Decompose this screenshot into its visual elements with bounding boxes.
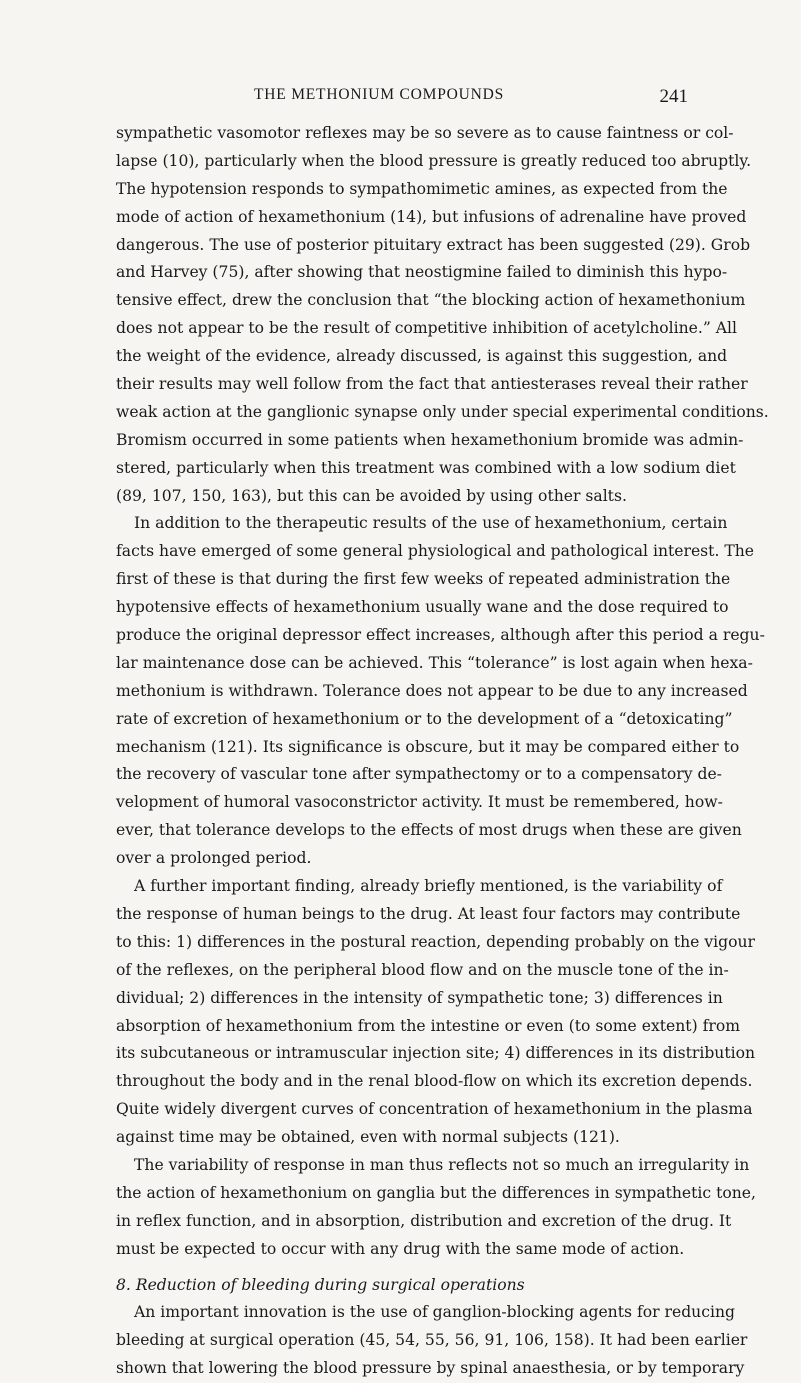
- text-line: sympathetic vasomotor reflexes may be so severe as to cause faintness or col-: [116, 124, 734, 142]
- running-title: THE METHONIUM COMPOUNDS: [254, 86, 505, 103]
- text-line: Bromism occurred in some patients when hexamethonium bromide was admin-: [116, 430, 744, 449]
- text-line: ever, that tolerance develops to the effects of most drugs when these are given: [116, 821, 742, 840]
- text-line: facts have emerged of some general physiological and pathological interest. The: [116, 542, 755, 561]
- text-line: first of these is that during the first few weeks of repeated administration the: [116, 570, 731, 589]
- text-line: rate of excretion of hexamethonium or to the development of a “detoxicating”: [116, 709, 733, 728]
- text-line: stered, particularly when this treatment was combined with a low sodium diet: [116, 458, 736, 477]
- page-number: 241: [659, 86, 688, 107]
- text-line: its subcutaneous or intramuscular injection site; 4) differences in its distribution: [116, 1044, 756, 1063]
- text-line: the weight of the evidence, already discussed, is against this suggestion, and: [116, 347, 728, 366]
- text-line: to this: 1) differences in the postural reaction, depending probably on the vigour: [116, 932, 755, 951]
- text-line: The hypotension responds to sympathomimetic amines, as expected from the: [116, 179, 728, 198]
- text-line: absorption of hexamethonium from the intestine or even (to some extent) from: [116, 1016, 741, 1035]
- text-line: against time may be obtained, even with normal subjects (121).: [116, 1128, 620, 1147]
- body-text: [116, 120, 769, 1383]
- text-line: velopment of humoral vasoconstrictor activity. It must be remembered, how-: [116, 793, 723, 812]
- text-line: hypotensive effects of hexamethonium usually wane and the dose required to: [116, 598, 729, 617]
- text-line: bleeding at surgical operation (45, 54, 55, 56, 91, 106, 158). It had been earlier: [116, 1331, 748, 1350]
- text-line: lapse (10), particularly when the blood pressure is greatly reduced too abruptly.: [116, 151, 752, 170]
- text-line: the recovery of vascular tone after sympathectomy or to a compensatory de-: [116, 765, 722, 784]
- text-line: over a prolonged period.: [116, 849, 312, 868]
- text-line: lar maintenance dose can be achieved. This “tolerance” is lost again when hexa-: [116, 653, 753, 672]
- text-line: (89, 107, 150, 163), but this can be avoided by using other salts.: [116, 486, 627, 505]
- text-line: weak action at the ganglionic synapse only under special experimental conditions.: [116, 402, 769, 421]
- text-line: their results may well follow from the fact that antiesterases reveal their rather: [116, 375, 748, 394]
- text-line: dividual; 2) differences in the intensity of sympathetic tone; 3) differences in: [116, 988, 723, 1007]
- text-line: throughout the body and in the renal blood-flow on which its excretion depends.: [116, 1072, 753, 1091]
- text-line: In addition to the therapeutic results of the use of hexamethonium, certain: [134, 514, 728, 533]
- text-line: Quite widely divergent curves of concentration of hexamethonium in the plasma: [116, 1100, 753, 1119]
- text-line: dangerous. The use of posterior pituitary extract has been suggested (29). Grob: [116, 235, 751, 254]
- text-line: A further important finding, already briefly mentioned, is the variability of: [134, 877, 723, 896]
- text-line: and Harvey (75), after showing that neostigmine failed to diminish this hypo-: [116, 263, 728, 282]
- text-line: does not appear to be the result of competitive inhibition of acetylcholine.” All: [116, 319, 738, 338]
- text-line: An important innovation is the use of ganglion-blocking agents for reducing: [134, 1303, 735, 1322]
- text-line: must be expected to occur with any drug with the same mode of action.: [116, 1239, 685, 1258]
- text-line: mechanism (121). Its significance is obscure, but it may be compared either to: [116, 737, 740, 756]
- text-line: shown that lowering the blood pressure by spinal anaesthesia, or by temporary: [116, 1359, 745, 1378]
- text-line: mode of action of hexamethonium (14), but infusions of adrenaline have proved: [116, 207, 747, 226]
- text-line: tensive effect, drew the conclusion that “the blocking action of hexamethonium: [116, 291, 746, 310]
- text-line: of the reflexes, on the peripheral blood flow and on the muscle tone of the in-: [116, 960, 729, 979]
- text-line: produce the original depressor effect increases, although after this period a regu-: [116, 626, 765, 645]
- page-header: [116, 86, 688, 108]
- section-heading: 8. Reduction of bleeding during surgical operations: [116, 1275, 525, 1294]
- text-line: the response of human beings to the drug. At least four factors may contribute: [116, 904, 741, 923]
- text-line: in reflex function, and in absorption, distribution and excretion of the drug. It: [116, 1211, 732, 1230]
- text-line: The variability of response in man thus reflects not so much an irregularity in: [134, 1155, 750, 1174]
- text-line: methonium is withdrawn. Tolerance does not appear to be due to any increased: [116, 681, 748, 700]
- text-line: the action of hexamethonium on ganglia but the differences in sympathetic tone,: [116, 1183, 756, 1202]
